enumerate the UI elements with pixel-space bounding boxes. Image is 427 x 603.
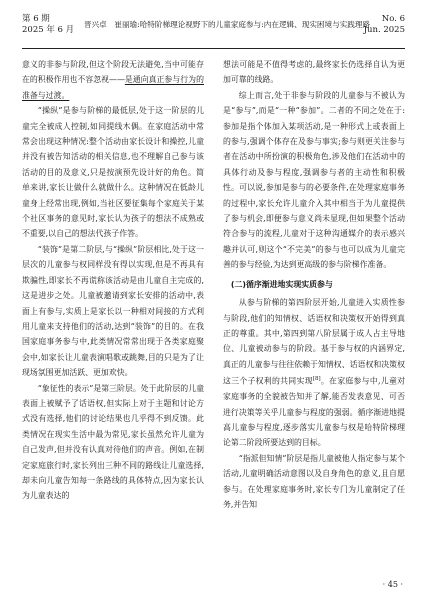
- right-paragraph-4: “指派但知情”阶层是指儿童被他人指定参与某个活动,儿童明确活动意图以及自身角色的意义,且自愿参与。在处理家庭事务时,家长专门为儿童制定了任务,并告知: [223, 453, 405, 509]
- page-number: · 45 ·: [382, 580, 403, 589]
- running-header: [22, 14, 405, 44]
- section-heading: (二)循序渐进地实现实质参与: [230, 279, 333, 289]
- left-paragraph-4: “象征性的表示”是第三阶层。处于此阶层的儿童表面上被赋予了话语权,但实际上对于主题和讨论方式没有选择,他们的讨论结果也几乎得不到反馈。此类情况在现实生活中最为常见,家长虽然允许儿童为自己发声,但并没有认真对待他们的声音。例如,在制定家庭旅行时,家长列出三种不同的路线让儿童选择,却未向儿童告知每一条路线的具体特点,因为家长认为儿童表达的: [22, 383, 204, 501]
- header-issue-block: [22, 14, 74, 36]
- header-date-en: Jun. 2025: [363, 25, 405, 35]
- header-date: 2025 年 6 月: [22, 25, 75, 35]
- header-issue: 第 6 期: [22, 14, 50, 24]
- left-paragraph-3: “装饰”是第二阶层,与“操纵”阶层相比,处于这一层次的儿童参与权同样没有得以实现,但是不再具有欺骗性,即家长不再谎称该活动是由儿童自主完成的,这是进步之处。儿童被邀请到家长安排的活动中,表面上有参与,实质上是家长以一种相对间接的方式利用儿童来支持他们的活动,达到“装饰”的目的。在我国家庭事务参与中,此类情况常常出现于各类家庭聚会中,如家长让儿童表演唱歌或跳舞,目的只是为了让现场氛围更加活跃、更加欢快。: [22, 244, 204, 378]
- right-column: [223, 57, 405, 512]
- left-p1-text: 意义的非参与阶段,但这个阶段无法避免,当中可能存在的积极作用也不容忽视——: [22, 60, 204, 85]
- citation-marker: [8]: [312, 376, 321, 383]
- header-issue-en-block: [364, 14, 405, 36]
- right-p3-text: 从参与阶梯的第四阶层开始,儿童进入实质性参与阶段,他们的知情权、话语权和决策权开始得到真正的尊重。其中,第四到第八阶层属于成人占主导地位、儿童被动参与的阶段。基于参与权的内涵界定,真正的儿童参与往往依赖于知情权、话语权和决策权这三个子权利的共同实现: [223, 298, 405, 386]
- header-rule: [22, 48, 405, 49]
- right-paragraph-2: 综上而言,处于非参与阶段的儿童参与不被认为是“参与”,而是“一种“参加”。二者的不同之处在于:参加是指个体加入某项活动,是一种形式上或表面上的参与,强调个体存在及参与事实;参与则更关注参与者在活动中所扮演的积极角色,涉及他们在活动中的具体行动及参与程度,强调参与者的主动性和积极性。可以说,参加是参与的必要条件,在处理家庭事务的过程中,家长允许儿童介入其中相当于为儿童提供了参与机会,即便参与意义尚未显现,但如果整个活动符合参与的流程,儿童对于这种沟通媒介的表示感兴趣并认可,则这个“不完美”的参与也可以成为儿童完善的参与经验,为达到更高级的参与阶梯作准备。: [223, 90, 405, 270]
- header-article-title: 晋兴卓 崔丽瑜:哈特阶梯理论视野下的儿童家庭参与:内在逻辑、现实困境与实践理路: [84, 20, 371, 29]
- left-paragraph-2: “操纵”是参与阶梯的最低层,处于这一阶层的儿童完全被成人控制,如同提线木偶。在家庭活动中常常会出现这种情况:整个活动由家长设计和操控,儿童并没有被告知活动的相关信息,也不理解自己参与该活动的目的及意义,只是按演预先设计好的角色。简单来讲,家长让做什么就做什么。这种情况在低龄儿童身上经常出现,例如,当社区要征集每个家庭关于某个社区事务的意见时,家长认为孩子的想法不成熟或不重要,以自己的想法代孩子作答。: [22, 106, 204, 239]
- right-paragraph-3: [223, 295, 405, 451]
- right-paragraph-1: 想法可能是不值得考虑的,最终家长仍选择自认为更加可靠的线路。: [223, 60, 405, 85]
- right-p3-tail: 。在家庭参与中,儿童对家庭事务的全貌被告知并了解,能否发表意见、可否进行决策等关乎儿童参与程度的强弱。循序渐进地提高儿童参与程度,逐步落实儿童参与权是哈特阶梯理论第二阶段所要达到的目标。: [223, 376, 405, 448]
- left-paragraph-1: [22, 57, 204, 103]
- header-issue-en: No. 6: [381, 14, 405, 24]
- left-column: [22, 57, 204, 504]
- left-p1-underlined: 是通向真正参与行为的准备与过渡。: [22, 75, 204, 100]
